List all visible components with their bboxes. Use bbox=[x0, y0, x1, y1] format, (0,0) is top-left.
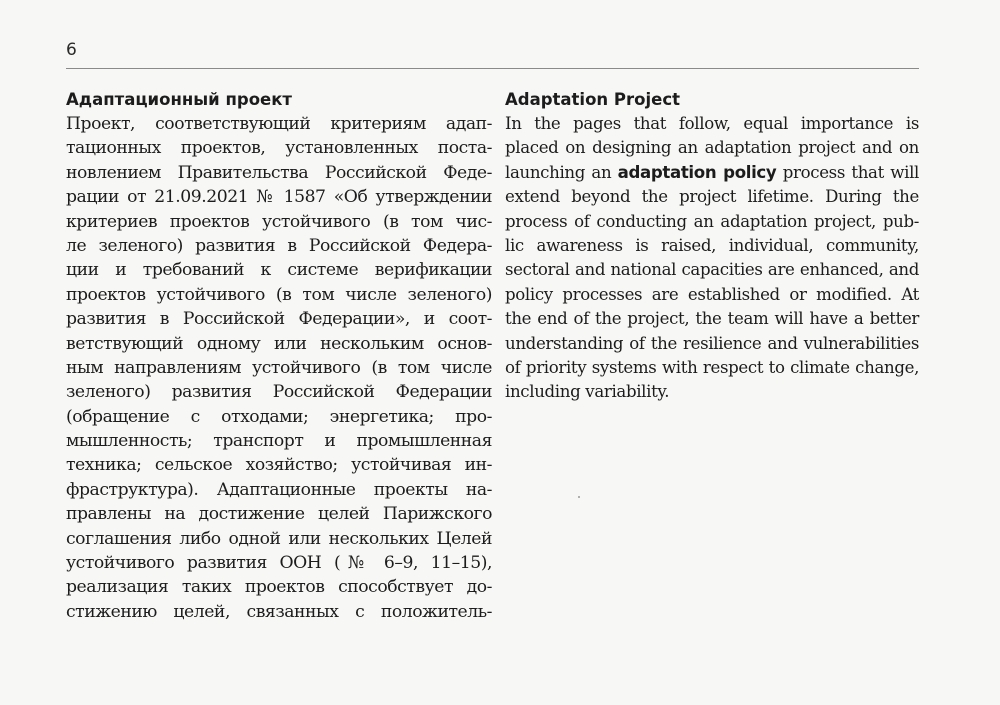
text-line: policy processes are established or modified. At bbox=[505, 284, 919, 304]
text-line: проектов устойчивого (в том числе зеленого) bbox=[66, 284, 492, 305]
text-line: реализация таких проектов способствует до- bbox=[66, 577, 492, 598]
russian-paragraph bbox=[66, 112, 492, 624]
russian-heading: Адаптационный проект bbox=[66, 90, 292, 109]
text-line: критериев проектов устойчивого (в том чис- bbox=[66, 211, 492, 232]
text-line: placed on designing an adaptation project and on bbox=[505, 138, 919, 158]
text-line: In the pages that follow, equal importance is bbox=[505, 114, 919, 133]
text-line: ным направлениям устойчивого (в том числе bbox=[66, 357, 492, 378]
text-line: sectoral and national capacities are enhanced, and bbox=[505, 260, 919, 280]
paper-speck bbox=[578, 496, 580, 498]
text-line-with-term bbox=[505, 161, 919, 185]
english-heading: Adaptation Project bbox=[505, 90, 680, 109]
text-fragment: process that will bbox=[776, 162, 919, 182]
page-number: 6 bbox=[66, 40, 77, 60]
text-line: зеленого) развития Российской Федерации bbox=[66, 382, 492, 403]
text-line: extend beyond the project lifetime. During the bbox=[505, 187, 919, 207]
text-line: техника; сельское хозяйство; устойчивая ин- bbox=[66, 455, 492, 476]
text-line: process of conducting an adaptation project, pub- bbox=[505, 211, 919, 231]
text-line: lic awareness is raised, individual, community, bbox=[505, 235, 919, 255]
text-line: стижению целей, связанных с положитель- bbox=[66, 601, 492, 622]
text-line: including variability. bbox=[505, 382, 670, 402]
text-line: правлены на достижение целей Парижского bbox=[66, 504, 492, 525]
bold-term: adaptation policy bbox=[617, 162, 777, 182]
text-line: тационных проектов, установленных поста- bbox=[66, 138, 492, 159]
text-line: новлением Правительства Российской Феде- bbox=[66, 162, 492, 183]
english-column bbox=[505, 88, 919, 405]
text-line: фраструктура). Адаптационные проекты на- bbox=[66, 479, 492, 500]
text-line: соглашения либо одной или нескольких Целей bbox=[66, 528, 492, 549]
text-line: understanding of the resilience and vulnerabilities bbox=[505, 333, 919, 353]
text-fragment: launching an bbox=[505, 162, 618, 182]
text-line: рации от 21.09.2021 № 1587 «Об утверждении bbox=[66, 187, 492, 208]
text-line: развития в Российской Федерации», и соот- bbox=[66, 309, 492, 330]
text-line: Проект, соответствующий критериям адап- bbox=[66, 114, 492, 134]
text-line: ле зеленого) развития в Российской Федера- bbox=[66, 235, 492, 256]
text-line: мышленность; транспорт и промышленная bbox=[66, 431, 492, 452]
text-line: of priority systems with respect to climate change, bbox=[505, 357, 919, 377]
text-line: (обращение с отходами; энергетика; про- bbox=[66, 406, 492, 427]
header-rule bbox=[66, 68, 919, 69]
text-line: the end of the project, the team will have a better bbox=[505, 309, 919, 329]
text-line: устойчивого развития ООН (№ 6–9, 11–15), bbox=[66, 553, 492, 574]
text-line: ветствующий одному или нескольким основ- bbox=[66, 333, 492, 354]
english-paragraph bbox=[505, 112, 919, 405]
text-line: ции и требований к системе верификации bbox=[66, 260, 492, 281]
russian-column bbox=[66, 88, 492, 624]
